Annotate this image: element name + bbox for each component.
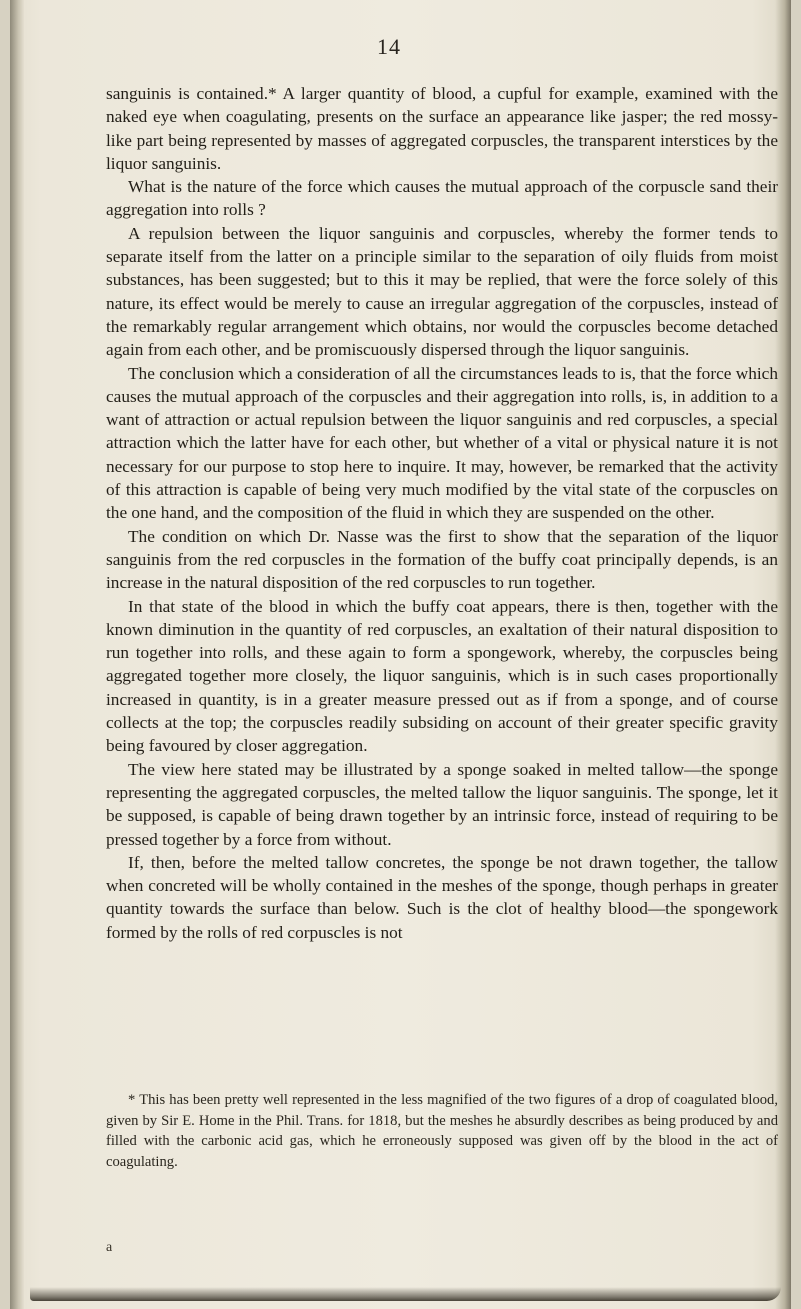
footnote: * This has been pretty well represented in the less magnified of the two figures of a drop of coagulated blood, given by Sir E. Home in the Phil. Trans. for 1818, but the meshes he absurdly describes as being produced by and filled with the carbonic acid gas, which he erroneously supposed was given off by the blood in the act of coagulating.	[106, 1092, 778, 1170]
body-text	[106, 82, 778, 944]
paragraph: What is the nature of the force which causes the mutual approach of the corpuscle sand their aggregation into rolls ?	[106, 177, 778, 220]
page-left-edge-shadow	[10, 0, 24, 1309]
paragraph: A repulsion between the liquor sanguinis and corpuscles, whereby the former tends to separate itself from the latter on a principle similar to the separation of oily fluids from moist substances, has been suggested; but to this it may be replied, that were the force solely of this nature, its effect would be merely to cause an irregular aggregation of the corpuscles, instead of the remarkably regular arrangement which obtains, nor would the corpuscles become detached again from each other, and be promiscuously dispersed through the liquor sanguinis.	[106, 223, 778, 360]
stray-mark: a	[106, 1240, 113, 1255]
paragraph: In that state of the blood in which the buffy coat appears, there is then, together with the known diminution in the quantity of red corpuscles, an exaltation of their natural disposition to run together into rolls, and these again to form a spongework, whereby, the corpuscles being aggregated together more closely, the liquor sanguinis, which is in such cases proportionally increased in quantity, is in a greater measure pressed out as if from a sponge, and of course collects at the top; the corpuscles readily subsiding on account of their greater specific gravity being favoured by closer aggregation.	[106, 596, 778, 756]
page-bottom-shadow	[30, 1287, 781, 1301]
paragraph: If, then, before the melted tallow concretes, the sponge be not drawn together, the tallow when concreted will be wholly contained in the meshes of the sponge, though perhaps in greater quantity towards the surface than below. Such is the clot of healthy blood—the spongework formed by the rolls of red corpuscles is not	[106, 852, 778, 942]
paragraph: sanguinis is contained.* A larger quantity of blood, a cupful for example, examined with the naked eye when coagulating, presents on the surface an appearance like jasper; the red mossy-like part being represented by masses of aggregated corpuscles, the transparent interstices by the liquor sanguinis.	[106, 84, 778, 173]
page-number: 14	[377, 34, 401, 59]
paragraph: The condition on which Dr. Nasse was the first to show that the separation of the liquor sanguinis from the red corpuscles in the formation of the buffy coat principally depends, is an increase in the natural disposition of the red corpuscles to run together.	[106, 526, 778, 593]
paragraph: The conclusion which a consideration of all the circumstances leads to is, that the force which causes the mutual approach of the corpuscles and their aggregation into rolls, is, in addition to a want of attraction or actual repulsion between the liquor sanguinis and red corpuscles, a special attraction which the latter have for each other, but whether of a vital or physical nature it is not necessary for our purpose to stop here to inquire. It may, however, be remarked that the activity of this attraction is capable of being very much modified by the vital state of the corpuscles on the one hand, and the composition of the fluid in which they are suspended on the other.	[106, 363, 778, 523]
paragraph: The view here stated may be illustrated by a sponge soaked in melted tallow—the sponge representing the aggregated corpuscles, the melted tallow the liquor sanguinis. The sponge, let it be supposed, is capable of being drawn together by an intrinsic force, instead of requiring to be pressed together by a force from without.	[106, 759, 778, 849]
book-page	[10, 0, 791, 1309]
